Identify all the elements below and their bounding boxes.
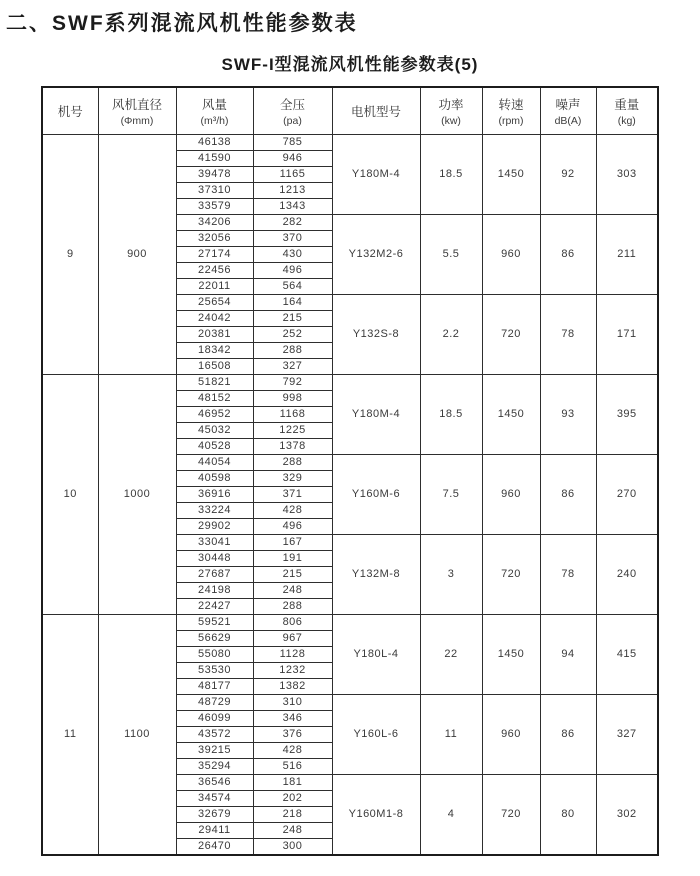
- air-flow-cell: 46099: [176, 711, 253, 727]
- col-header-name: 转速: [498, 98, 524, 112]
- total-pressure-cell: 248: [253, 823, 332, 839]
- col-header-4: [332, 87, 420, 135]
- total-pressure-cell: 516: [253, 759, 332, 775]
- air-flow-cell: 22011: [176, 279, 253, 295]
- col-header-unit: (kg): [617, 115, 636, 127]
- air-flow-cell: 34574: [176, 791, 253, 807]
- air-flow-cell: 33224: [176, 503, 253, 519]
- total-pressure-cell: 376: [253, 727, 332, 743]
- weight-cell: 415: [596, 615, 658, 695]
- weight-cell: 327: [596, 695, 658, 775]
- col-header-name: 重量: [614, 98, 640, 112]
- total-pressure-cell: 215: [253, 567, 332, 583]
- noise-cell: 86: [540, 695, 596, 775]
- air-flow-cell: 37310: [176, 183, 253, 199]
- table-header: [42, 87, 658, 135]
- machine-no-cell: 10: [42, 375, 98, 615]
- data-row: [42, 615, 658, 631]
- col-header-5: [420, 87, 482, 135]
- total-pressure-cell: 288: [253, 455, 332, 471]
- col-header-name: 功率: [438, 98, 464, 112]
- air-flow-cell: 51821: [176, 375, 253, 391]
- data-row: [42, 375, 658, 391]
- air-flow-cell: 20381: [176, 327, 253, 343]
- total-pressure-cell: 252: [253, 327, 332, 343]
- total-pressure-cell: 1225: [253, 423, 332, 439]
- air-flow-cell: 33041: [176, 535, 253, 551]
- speed-cell: 960: [482, 695, 540, 775]
- total-pressure-cell: 792: [253, 375, 332, 391]
- total-pressure-cell: 428: [253, 503, 332, 519]
- total-pressure-cell: 428: [253, 743, 332, 759]
- noise-cell: 78: [540, 295, 596, 375]
- air-flow-cell: 41590: [176, 151, 253, 167]
- air-flow-cell: 39215: [176, 743, 253, 759]
- air-flow-cell: 22456: [176, 263, 253, 279]
- total-pressure-cell: 191: [253, 551, 332, 567]
- noise-cell: 78: [540, 535, 596, 615]
- air-flow-cell: 48177: [176, 679, 253, 695]
- total-pressure-cell: 288: [253, 599, 332, 615]
- air-flow-cell: 25654: [176, 295, 253, 311]
- air-flow-cell: 16508: [176, 359, 253, 375]
- total-pressure-cell: 1232: [253, 663, 332, 679]
- table-subtitle: SWF-I型混流风机性能参数表(5): [221, 55, 479, 74]
- total-pressure-cell: 785: [253, 135, 332, 151]
- total-pressure-cell: 370: [253, 231, 332, 247]
- total-pressure-cell: 1382: [253, 679, 332, 695]
- weight-cell: 395: [596, 375, 658, 455]
- total-pressure-cell: 164: [253, 295, 332, 311]
- speed-cell: 960: [482, 215, 540, 295]
- weight-cell: 211: [596, 215, 658, 295]
- motor-model-cell: Y160L-6: [332, 695, 420, 775]
- power-cell: 7.5: [420, 455, 482, 535]
- weight-cell: 302: [596, 775, 658, 856]
- total-pressure-cell: 806: [253, 615, 332, 631]
- air-flow-cell: 46952: [176, 407, 253, 423]
- air-flow-cell: 45032: [176, 423, 253, 439]
- document-page: [0, 7, 700, 856]
- total-pressure-cell: 1165: [253, 167, 332, 183]
- col-header-1: [98, 87, 176, 135]
- motor-model-cell: Y160M-6: [332, 455, 420, 535]
- page-title: 二、SWF系列混流风机性能参数表: [6, 12, 358, 35]
- total-pressure-cell: 496: [253, 519, 332, 535]
- table-body: [42, 135, 658, 856]
- total-pressure-cell: 1343: [253, 199, 332, 215]
- fan-diameter-cell: 900: [98, 135, 176, 375]
- weight-cell: 240: [596, 535, 658, 615]
- speed-cell: 720: [482, 775, 540, 856]
- total-pressure-cell: 496: [253, 263, 332, 279]
- speed-cell: 720: [482, 535, 540, 615]
- col-header-unit: dB(A): [554, 115, 582, 127]
- total-pressure-cell: 430: [253, 247, 332, 263]
- total-pressure-cell: 181: [253, 775, 332, 791]
- air-flow-cell: 55080: [176, 647, 253, 663]
- col-header-unit: (rpm): [498, 115, 524, 127]
- air-flow-cell: 40598: [176, 471, 253, 487]
- total-pressure-cell: 998: [253, 391, 332, 407]
- col-header-name: 噪声: [555, 98, 581, 112]
- air-flow-cell: 27174: [176, 247, 253, 263]
- motor-model-cell: Y132S-8: [332, 295, 420, 375]
- speed-cell: 1450: [482, 375, 540, 455]
- air-flow-cell: 40528: [176, 439, 253, 455]
- total-pressure-cell: 310: [253, 695, 332, 711]
- air-flow-cell: 24198: [176, 583, 253, 599]
- motor-model-cell: Y180M-4: [332, 135, 420, 215]
- total-pressure-cell: 346: [253, 711, 332, 727]
- total-pressure-cell: 1213: [253, 183, 332, 199]
- power-cell: 18.5: [420, 135, 482, 215]
- col-header-unit: (kw): [441, 115, 461, 127]
- air-flow-cell: 35294: [176, 759, 253, 775]
- speed-cell: 1450: [482, 615, 540, 695]
- air-flow-cell: 34206: [176, 215, 253, 231]
- air-flow-cell: 39478: [176, 167, 253, 183]
- power-cell: 18.5: [420, 375, 482, 455]
- motor-model-cell: Y132M-8: [332, 535, 420, 615]
- speed-cell: 960: [482, 455, 540, 535]
- total-pressure-cell: 282: [253, 215, 332, 231]
- performance-table: [41, 86, 659, 856]
- fan-diameter-cell: 1100: [98, 615, 176, 856]
- air-flow-cell: 48729: [176, 695, 253, 711]
- speed-cell: 1450: [482, 135, 540, 215]
- weight-cell: 303: [596, 135, 658, 215]
- noise-cell: 93: [540, 375, 596, 455]
- total-pressure-cell: 167: [253, 535, 332, 551]
- air-flow-cell: 29902: [176, 519, 253, 535]
- power-cell: 5.5: [420, 215, 482, 295]
- motor-model-cell: Y160M1-8: [332, 775, 420, 856]
- weight-cell: 270: [596, 455, 658, 535]
- total-pressure-cell: 371: [253, 487, 332, 503]
- power-cell: 3: [420, 535, 482, 615]
- data-row: [42, 135, 658, 151]
- col-header-name: 电机型号: [350, 105, 401, 119]
- noise-cell: 92: [540, 135, 596, 215]
- machine-no-cell: 9: [42, 135, 98, 375]
- noise-cell: 86: [540, 215, 596, 295]
- total-pressure-cell: 327: [253, 359, 332, 375]
- total-pressure-cell: 1168: [253, 407, 332, 423]
- motor-model-cell: Y132M2-6: [332, 215, 420, 295]
- total-pressure-cell: 300: [253, 839, 332, 856]
- power-cell: 2.2: [420, 295, 482, 375]
- total-pressure-cell: 564: [253, 279, 332, 295]
- col-header-name: 风量: [201, 98, 227, 112]
- col-header-unit: (pa): [283, 115, 302, 127]
- air-flow-cell: 32679: [176, 807, 253, 823]
- power-cell: 11: [420, 695, 482, 775]
- col-header-name: 全压: [279, 98, 305, 112]
- air-flow-cell: 29411: [176, 823, 253, 839]
- air-flow-cell: 44054: [176, 455, 253, 471]
- air-flow-cell: 59521: [176, 615, 253, 631]
- machine-no-cell: 11: [42, 615, 98, 856]
- header-row: [42, 87, 658, 135]
- col-header-2: [176, 87, 253, 135]
- air-flow-cell: 30448: [176, 551, 253, 567]
- power-cell: 22: [420, 615, 482, 695]
- col-header-0: [42, 87, 98, 135]
- col-header-name: 风机直径: [111, 98, 162, 112]
- air-flow-cell: 24042: [176, 311, 253, 327]
- col-header-unit: (m³/h): [200, 115, 229, 127]
- air-flow-cell: 26470: [176, 839, 253, 856]
- air-flow-cell: 18342: [176, 343, 253, 359]
- total-pressure-cell: 1128: [253, 647, 332, 663]
- noise-cell: 80: [540, 775, 596, 856]
- total-pressure-cell: 1378: [253, 439, 332, 455]
- total-pressure-cell: 218: [253, 807, 332, 823]
- total-pressure-cell: 967: [253, 631, 332, 647]
- air-flow-cell: 33579: [176, 199, 253, 215]
- col-header-8: [596, 87, 658, 135]
- total-pressure-cell: 202: [253, 791, 332, 807]
- col-header-name: 机号: [57, 105, 83, 119]
- total-pressure-cell: 329: [253, 471, 332, 487]
- noise-cell: 86: [540, 455, 596, 535]
- motor-model-cell: Y180L-4: [332, 615, 420, 695]
- noise-cell: 94: [540, 615, 596, 695]
- col-header-unit: (Φmm): [120, 115, 154, 127]
- air-flow-cell: 36546: [176, 775, 253, 791]
- air-flow-cell: 36916: [176, 487, 253, 503]
- total-pressure-cell: 248: [253, 583, 332, 599]
- total-pressure-cell: 215: [253, 311, 332, 327]
- air-flow-cell: 27687: [176, 567, 253, 583]
- total-pressure-cell: 946: [253, 151, 332, 167]
- col-header-3: [253, 87, 332, 135]
- fan-diameter-cell: 1000: [98, 375, 176, 615]
- air-flow-cell: 48152: [176, 391, 253, 407]
- air-flow-cell: 53530: [176, 663, 253, 679]
- air-flow-cell: 46138: [176, 135, 253, 151]
- air-flow-cell: 32056: [176, 231, 253, 247]
- col-header-6: [482, 87, 540, 135]
- col-header-7: [540, 87, 596, 135]
- total-pressure-cell: 288: [253, 343, 332, 359]
- speed-cell: 720: [482, 295, 540, 375]
- motor-model-cell: Y180M-4: [332, 375, 420, 455]
- power-cell: 4: [420, 775, 482, 856]
- air-flow-cell: 22427: [176, 599, 253, 615]
- weight-cell: 171: [596, 295, 658, 375]
- air-flow-cell: 56629: [176, 631, 253, 647]
- air-flow-cell: 43572: [176, 727, 253, 743]
